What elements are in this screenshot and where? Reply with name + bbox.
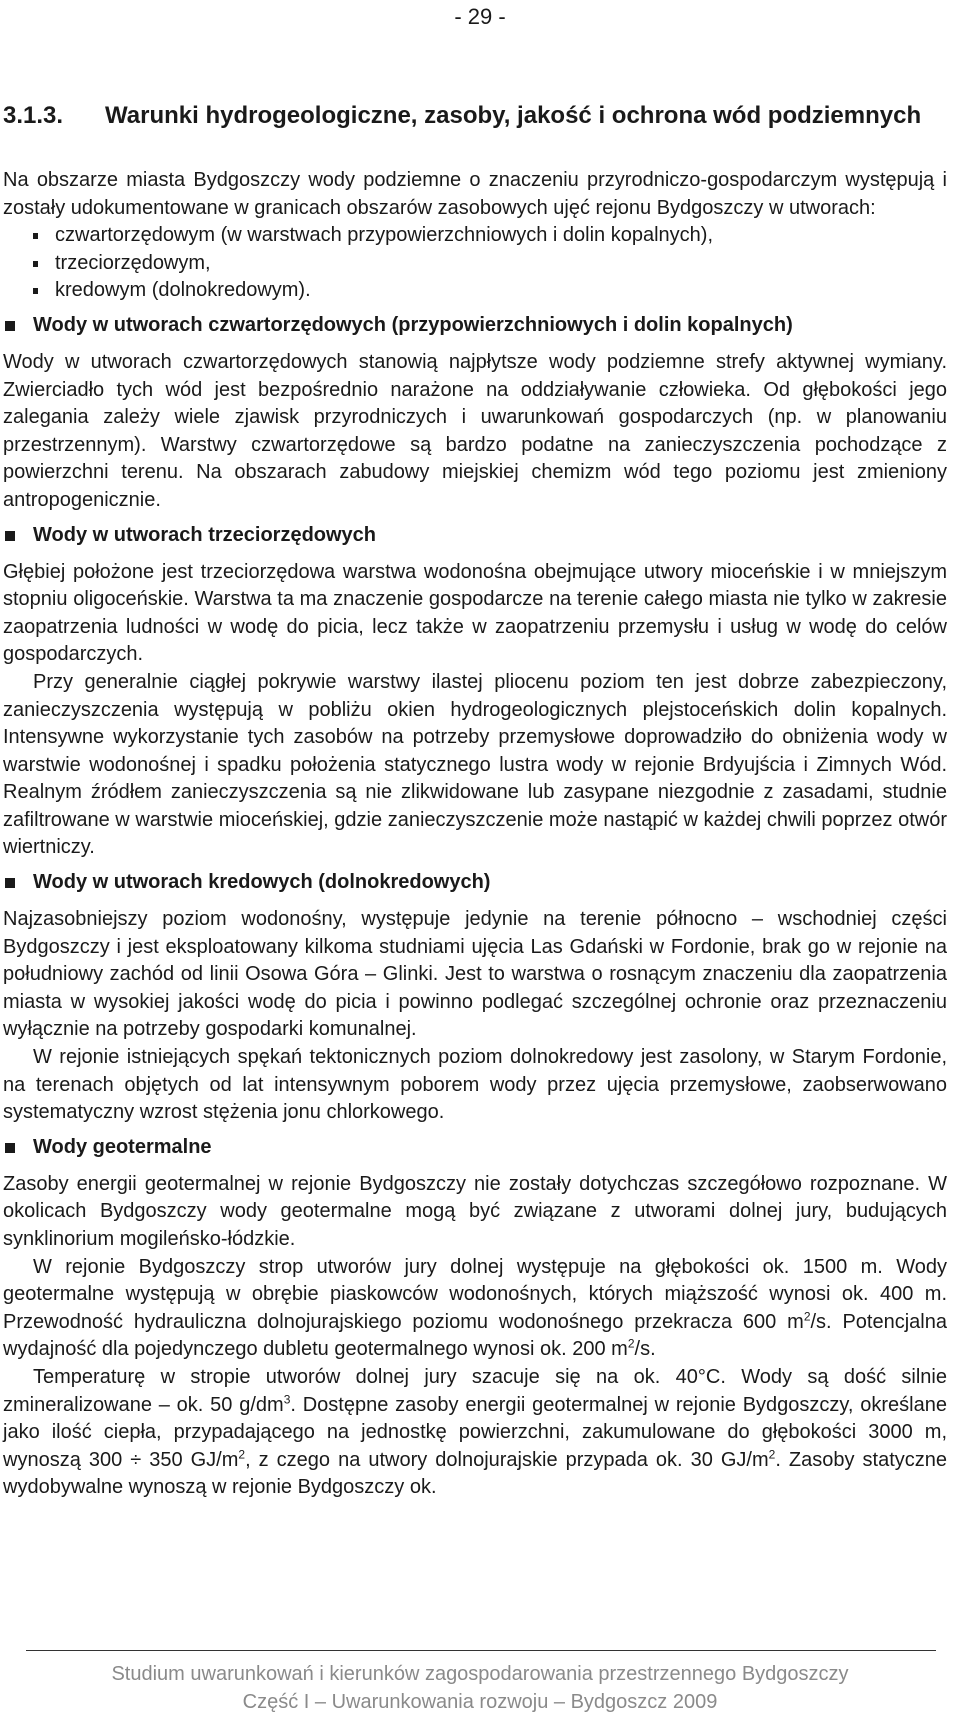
aquifer-list [3, 222, 947, 305]
paragraph: Przy generalnie ciągłej pokrywie warstwy ilastej pliocenu poziom ten jest dobrze zabezpieczony, zanieczyszczenia występują w pobliżu okien hydrogeologicznych plejstoceńskich dolin kopalnych. Intensywne wykorzystanie tych zasobów na potrzeby przemysłowe doprowadziło do obniżenia wody w warstwie wodonośnej i spadku położenia statycznego lustra wody w rejonie Brdyujścia i Zimnych Wód. Realnym źródłem zanieczyszczenia są nie zlikwidowane lub zasypane niezgodnie z zasadami, studnie zafiltrowane w warstwie mioceńskiej, gdzie zanieczyszczenie może nastąpić w każdej chwili poprzez otwór wiertniczy. [3, 670, 947, 859]
bullet-icon [33, 288, 38, 294]
bullet-icon [33, 261, 38, 267]
list-item: trzeciorzędowym, [33, 250, 947, 278]
paragraph: Zasoby energii geotermalnej w rejonie Bydgoszczy nie zostały dotychczas szczegółowo rozpoznane. W okolicach Bydgoszczy wody geotermalne mogą być związane z utworami dolnej jury, budujących synklinorium mogileńsko-łódzkie. [3, 1172, 947, 1250]
section-heading [3, 101, 943, 131]
subheading-geothermal: Wody geotermalne [3, 1133, 947, 1161]
footer-divider [26, 1650, 936, 1651]
footer-line-2: Część I – Uwarunkowania rozwoju – Bydgoszcz 2009 [242, 1691, 718, 1713]
intro-paragraph: Na obszarze miasta Bydgoszczy wody podziemne o znaczeniu przyrodniczo-gospodarczym występują i zostały udokumentowane w granicach obszarów zasobowych ujęć rejonu Bydgoszczy w utworach: [3, 169, 947, 219]
paragraph: W rejonie istniejących spękań tektonicznych poziom dolnokredowy jest zasolony, w Starym Fordonie, na terenach objętych od lat intensywnym poborem wody przez ujęcia przemysłowe, zaobserwowano systematyczny wzrost stężenia jonu chlorkowego. [3, 1046, 947, 1124]
subheading-quaternary: Wody w utworach czwartorzędowych (przypowierzchniowych i dolin kopalnych) [3, 311, 947, 339]
square-bullet-icon [5, 321, 15, 331]
paragraph: Temperaturę w stropie utworów dolnej jury szacuje się na ok. 40°C. Wody są dość silnie zmineralizowane – ok. 50 $g/dm^3$. Dostępne zasoby energii geotermalnej w rejonie Bydgoszczy, określane jako ilość ciepła, przypadającego na jednostkę powierzchni, zakumulowane do głębokości 3000 m, wynoszą 300 ÷ 350 $GJ/m^2$, z czego na utwory dolnojurajskie przypada ok. 30 $GJ/m^2$. Zasoby statyczne wydobywalne wynoszą w rejonie Bydgoszczy ok. [3, 1365, 947, 1499]
paragraph: Najzasobniejszy poziom wodonośny, występuje jedynie na terenie północno – wschodniej części Bydgoszczy i jest eksploatowany kilkoma studniami ujęcia Las Gdański w Fordonie, brak go w rejonie na południowy zachód od linii Osowa Góra – Glinki. Jest to warstwa o rosnącym znaczeniu dla zaopatrzenia miasta w wysokiej jakości wodę do picia i powinno podlegać szczególnej ochronie oraz przeznaczeniu wyłącznie na potrzeby gospodarki komunalnej. [3, 908, 947, 1041]
document-body [3, 167, 947, 1502]
square-bullet-icon [5, 878, 15, 888]
paragraph: W rejonie Bydgoszczy strop utworów jury dolnej występuje na głębokości ok. 1500 m. Wody geotermalne występują w obrębie piaskowców wodonośnych, których miąższość wynosi ok. 400 m. Przewodność hydrauliczna dolnojurajskiego poziomu wodonośnego przekracza 600 $m^2/s$. Potencjalna wydajność dla pojedynczego dubletu geotermalnego wynosi ok. 200 $m^2/s$. [3, 1255, 947, 1361]
square-bullet-icon [5, 1143, 15, 1153]
square-bullet-icon [5, 531, 15, 541]
footer-line-1: Studium uwarunkowań i kierunków zagospodarowania przestrzennego Bydgoszczy [111, 1663, 849, 1685]
list-item: kredowym (dolnokredowym). [33, 277, 947, 305]
paragraph: Wody w utworach czwartorzędowych stanowią najpłytsze wody podziemne strefy aktywnej wymiany. Zwierciadło tych wód jest bezpośrednio narażone na oddziaływanie człowieka. Od głębokości jego zalegania zależy wiele zjawisk przyrodniczych i uwarunkowań gospodarczych (np. w planowaniu przestrzennym). Warstwy czwartorzędowe są bardzo podatne na zanieczyszczenia pochodzące z powierzchni terenu. Na obszarach zabudowy miejskiej chemizm wód tego poziomu jest zmieniony antropogenicznie. [3, 350, 947, 511]
subheading-cretaceous: Wody w utworach kredowych (dolnokredowych) [3, 868, 947, 896]
bullet-icon [33, 233, 38, 239]
page-footer [0, 1660, 960, 1716]
page-number: - 29 - [454, 4, 506, 29]
subheading-tertiary: Wody w utworach trzeciorzędowych [3, 521, 947, 549]
section-title: Warunki hydrogeologiczne, zasoby, jakość i ochrona wód podziemnych [105, 102, 922, 129]
list-item: czwartorzędowym (w warstwach przypowierzchniowych i dolin kopalnych), [33, 222, 947, 250]
section-number: 3.1.3. [3, 102, 64, 129]
paragraph: Głębiej położone jest trzeciorzędowa warstwa wodonośna obejmujące utwory mioceńskie i w mniejszym stopniu oligoceńskie. Warstwa ta ma znaczenie gospodarcze na terenie całego miasta nie tylko w zakresie zaopatrzenia ludności w wodę do picia, lecz także w zaopatrzeniu przemysłu i usług w wodę do celów gospodarczych. [3, 560, 947, 666]
